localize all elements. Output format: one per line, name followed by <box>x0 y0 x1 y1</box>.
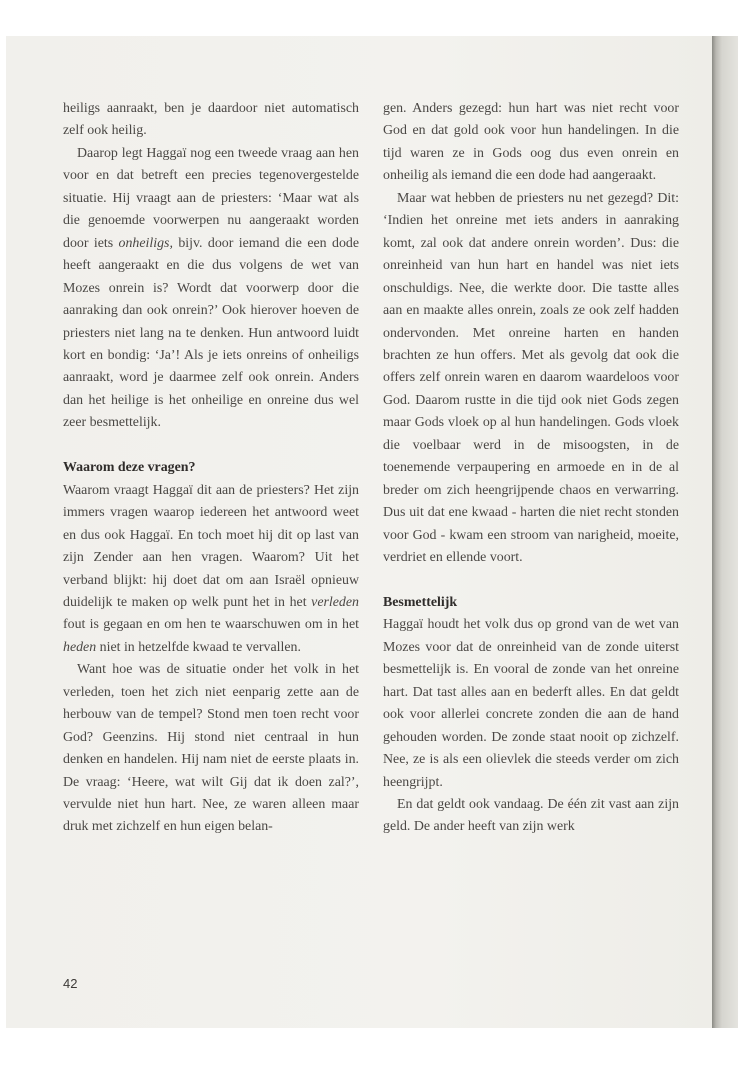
text-run: Daarop legt Haggaï nog een tweede vraag aan hen voor en dat betreft een precies tegenovergestelde situatie. Hij vraagt aan de priesters: ‘Maar wat als die genoemde voorwerpen nu aangeraakt worden door iets <box>63 145 359 251</box>
italic-term: heden <box>63 639 97 655</box>
book-spine-shadow <box>712 36 738 1028</box>
paragraph <box>63 480 359 660</box>
italic-term: verleden <box>311 594 359 610</box>
section-heading: Besmettelijk <box>383 594 458 610</box>
text-run: bijv. door iemand die een dode heeft aangeraakt en die dus volgens de wet van Mozes onrein is? Wordt dat voorwerp door die aanraking dan ook onrein?’ Ook hierover hoeven de priesters niet lang na te denken. Hun antwoord luidt kort en bondig: ‘Ja’! Als je iets onreins of onheiligs aanraakt, word je daarmee zelf ook onrein. Anders dan het heilige is het onheilige en onreine dus wel zeer besmettelijk. <box>63 235 360 431</box>
right-column <box>383 98 679 839</box>
paragraph: Maar wat hebben de priesters nu net gezegd? Dit: ‘Indien het onreine met iets anders in aanraking komt, zal ook dat andere onrein worden’. Dus: die onreinheid van hun hart en handel was niet iets onschuldigs. Nee, die werkte door. Die tastte alles aan en maakte alles onrein, zoals ze ook zelf hadden ondervonden. Met onreine harten en handen brachten ze hun offers. Met als gevolg dat ook die offers zelf onrein waren en daarom waardeloos voor God. Daarom rustte in die tijd ook niet Gods zegen maar Gods vloek op al hun handelingen. Gods vloek die voelbaar werd in de misoogsten, in de toenemende verpaupering en armoede en in de al breder om zich heengrijpende chaos en verwarring. Dus uit dat ene kwaad - harten die niet recht stonden voor God - kwam een stroom van narigheid, moeite, verdriet en ellende voort. <box>383 190 679 566</box>
text-run: Waarom vraagt Haggaï dit aan de priesters? Het zijn immers vragen waarop iedereen het antwoord weet en dus ook Haggaï. En toch moet hij dit op last van zijn Zender aan hen vragen. Waarom? Uit het verband blijkt: hij doet dat om aan Israël opnieuw duidelijk te maken op welk punt het in het <box>63 482 359 610</box>
paragraph <box>63 143 359 435</box>
paragraph: En dat geldt ook vandaag. De één zit vast aan zijn geld. De ander heeft van zijn werk <box>383 797 679 835</box>
paragraph: Want hoe was de situatie onder het volk in het verleden, toen het zich niet eenparig zette aan de herbouw van de tempel? Stond men toen recht voor God? Geenzins. Hij stond niet centraal in hun denken en handelen. Hij nam niet de eerste plaats in. De vraag: ‘Heere, wat wilt Gij dat ik doen zal?’, vervulde niet hun hart. Nee, ze waren alleen maar druk met zichzelf en hun eigen belan- <box>63 662 359 835</box>
paragraph: heiligs aanraakt, ben je daardoor niet automatisch zelf ook heilig. <box>63 101 359 139</box>
italic-term: onheiligs, <box>118 235 173 251</box>
section-heading: Waarom deze vragen? <box>63 460 196 476</box>
page-number: 42 <box>63 976 78 991</box>
left-column <box>63 98 359 839</box>
text-run: niet in hetzelfde kwaad te vervallen. <box>96 639 301 655</box>
paragraph: Haggaï houdt het volk dus op grond van de wet van Mozes voor dat de onreinheid van de zonde uiterst besmettelijk is. En vooral de zonde van het onreine hart. Dat tast alles aan en bederft alles. En dat geldt ook voor allerlei concrete zonden die aan de hand gehouden worden. De zonde staat nooit op zichzelf. Nee, ze is als een olievlek die steeds verder om zich heengrijpt. <box>383 617 679 790</box>
paragraph: gen. Anders gezegd: hun hart was niet recht voor God en dat gold ook voor hun handelingen. In die tijd waren ze in Gods oog dus even onrein en onheilig als iemand die een dode had aangeraakt. <box>383 101 679 184</box>
text-run: fout is gegaan en om hen te waarschuwen om in het <box>63 617 359 633</box>
